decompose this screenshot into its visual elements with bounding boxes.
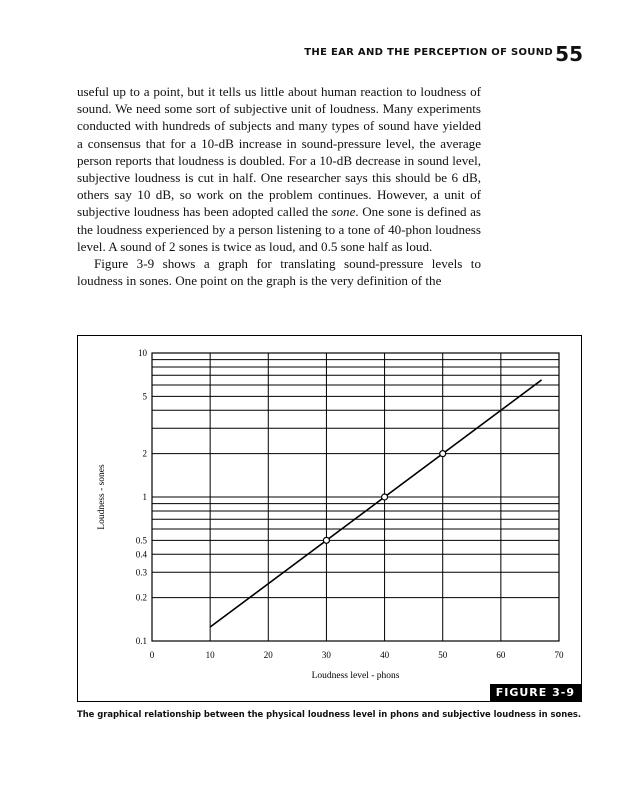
y-tick-label: 10 xyxy=(138,348,147,358)
y-tick-label: 0.1 xyxy=(135,636,147,646)
x-tick-label: 30 xyxy=(321,650,331,660)
term-sone: sone xyxy=(331,204,356,220)
paragraph-1-part-b: . One sone is defined as the loudness experienced by a person listening to a tone of 40-phon loudness level. A sound of 2 sones is twice as loud, and 0.5 sone half as loud. xyxy=(77,204,481,254)
loudness-chart xyxy=(78,336,581,701)
y-tick-label: 0.2 xyxy=(135,592,147,603)
paragraph-2: Figure 3-9 shows a graph for translating sound-pressure levels to loudness in sones. One point on the graph is the very definition of the xyxy=(77,256,481,289)
figure-3-9 xyxy=(77,335,582,702)
data-point-1 xyxy=(382,494,388,500)
y-tick-label: 2 xyxy=(142,448,147,459)
x-tick-label: 70 xyxy=(554,650,564,660)
figure-caption: The graphical relationship between the physical loudness level in phons and subjective loudness in sones. xyxy=(77,709,582,719)
y-tick-label: 5 xyxy=(142,391,147,402)
x-axis-label: Loudness level - phons xyxy=(311,671,400,681)
y-tick-label: 1 xyxy=(142,492,147,502)
data-point-2 xyxy=(440,451,446,457)
x-tick-label: 50 xyxy=(438,650,448,660)
y-tick-label: 0.3 xyxy=(135,567,147,578)
paragraph-1-part-a: useful up to a point, but it tells us little about human reaction to loudness of sound. We need some sort of subjective unit of loudness. Many experiments conducted with hundreds of subjects and many types of sound have yielded a consensus that for a 10-dB increase in sound-pressure level, the average person reports that loudness is doubled. For a 10-dB decrease in sound level, subjective loudness is cut in half. One researcher says this should be 6 dB, others say 10 dB, so work on the problem continues. However, a unit of subjective loudness has been adopted called the xyxy=(77,84,481,220)
x-tick-label: 60 xyxy=(496,650,506,660)
page-number: 55 xyxy=(555,42,583,66)
x-tick-label: 10 xyxy=(205,650,215,660)
x-tick-label: 0 xyxy=(149,650,155,660)
running-title: THE EAR AND THE PERCEPTION OF SOUND xyxy=(304,47,553,58)
paragraph-1 xyxy=(77,83,481,255)
x-tick-label: 40 xyxy=(380,650,390,660)
y-tick-label: 0.4 xyxy=(135,549,147,560)
body-text xyxy=(77,83,481,289)
figure-label: FIGURE 3-9 xyxy=(490,684,581,701)
y-tick-label: 0.5 xyxy=(135,535,147,546)
y-axis-label: Loudness - sones xyxy=(97,464,107,530)
page-header xyxy=(77,44,583,66)
data-point-0 xyxy=(323,537,329,543)
x-tick-label: 20 xyxy=(263,650,273,660)
